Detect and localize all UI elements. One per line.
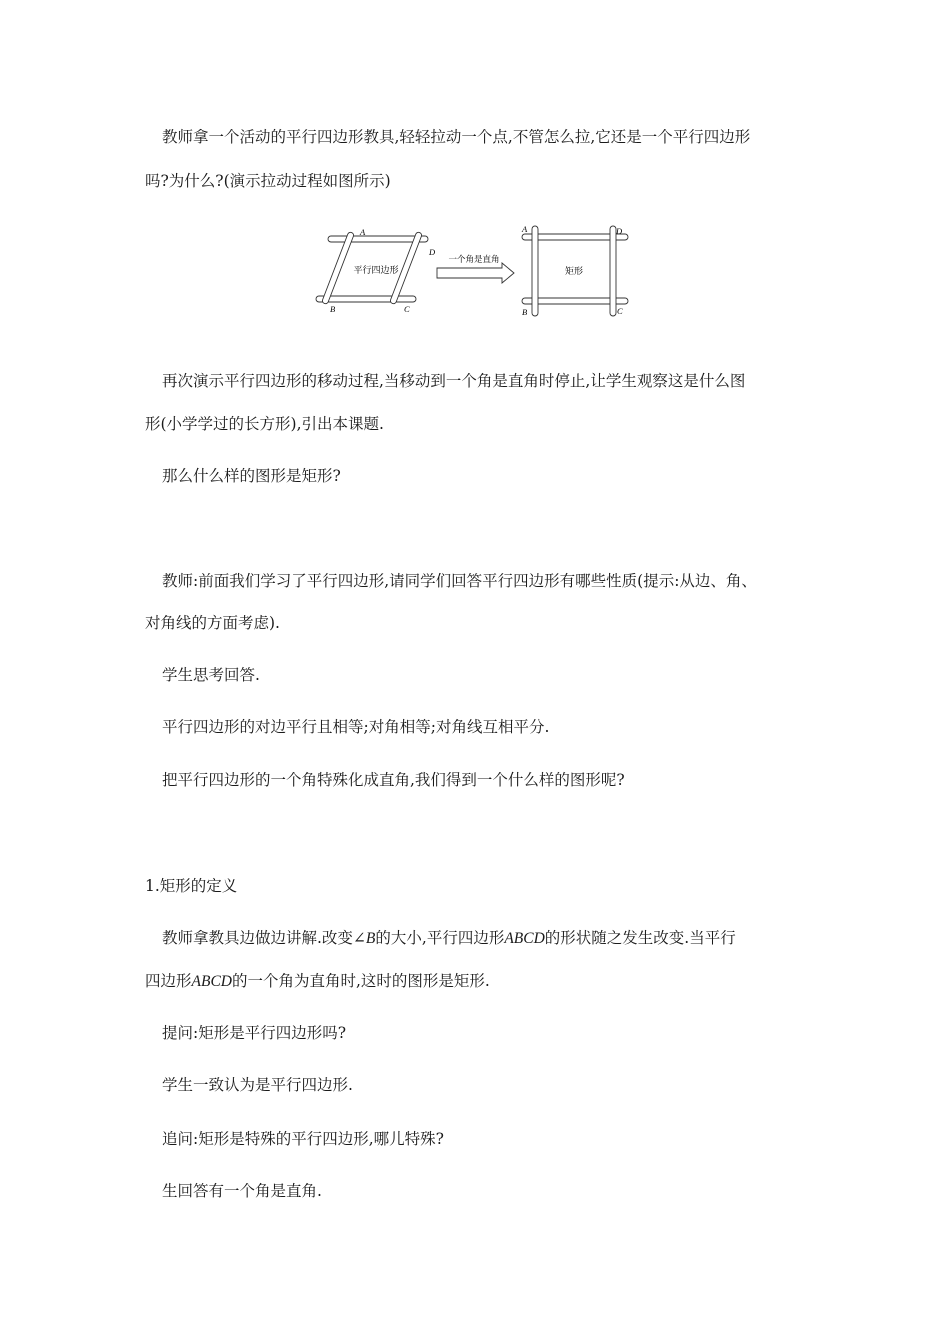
paragraph-5: 学生思考回答. <box>162 666 260 684</box>
right-arrow-icon <box>437 263 514 283</box>
paragraph-3: 那么什么样的图形是矩形? <box>162 467 341 485</box>
parallelogram-to-rectangle-figure <box>310 222 640 322</box>
rectangle-vertex-b: B <box>522 307 528 317</box>
rectangle-vertex-d: D <box>616 226 623 236</box>
paragraph-1-line-2: 吗?为什么?(演示拉动过程如图所示) <box>145 172 391 190</box>
paragraph-12: 生回答有一个角是直角. <box>162 1182 322 1200</box>
rectangle-vertex-c: C <box>617 306 623 316</box>
paragraph-1-line-1: 教师拿一个活动的平行四边形教具,轻轻拉动一个点,不管怎么拉,它还是一个平行四边形 <box>162 128 751 146</box>
paragraph-8-line-1 <box>162 929 832 948</box>
rectangle-left-bar <box>532 226 538 316</box>
text-span: 四边形 <box>145 972 192 990</box>
math-abcd: ABCD <box>191 973 232 990</box>
paragraph-4-line-1: 教师:前面我们学习了平行四边形,请同学们回答平行四边形有哪些性质(提示:从边、角、 <box>162 572 757 590</box>
parallelogram-vertex-d: D <box>429 247 436 257</box>
parallelogram-label: 平行四边形 <box>353 265 399 275</box>
parallelogram-bottom-bar <box>316 296 416 302</box>
paragraph-8-line-2 <box>145 972 815 991</box>
parallelogram-vertex-a: A <box>360 227 366 237</box>
parallelogram-vertex-c: C <box>404 304 410 314</box>
rectangle-vertex-a: A <box>522 224 528 234</box>
math-abcd: ABCD <box>504 930 545 947</box>
text-span: 教师拿教具边做边讲解.改变∠ <box>162 929 366 947</box>
rectangle-label: 矩形 <box>564 266 584 276</box>
paragraph-2-line-2: 形(小学学过的长方形),引出本课题. <box>145 415 384 433</box>
paragraph-6: 平行四边形的对边平行且相等;对角相等;对角线互相平分. <box>162 718 550 736</box>
paragraph-9: 提问:矩形是平行四边形吗? <box>162 1024 347 1042</box>
paragraph-7: 把平行四边形的一个角特殊化成直角,我们得到一个什么样的图形呢? <box>162 771 625 789</box>
rectangle-right-bar <box>610 226 616 316</box>
parallelogram-vertex-b: B <box>330 304 336 314</box>
text-span: 的一个角为直角时,这时的图形是矩形. <box>231 972 490 990</box>
paragraph-11: 追问:矩形是特殊的平行四边形,哪儿特殊? <box>162 1130 444 1148</box>
section-heading: 1.矩形的定义 <box>145 877 238 895</box>
paragraph-4-line-2: 对角线的方面考虑). <box>145 614 280 632</box>
math-angle-b: B <box>365 930 376 947</box>
arrow-label: 一个角是直角 <box>448 254 500 264</box>
text-span: 的形状随之发生改变.当平行 <box>544 929 736 947</box>
paragraph-2-line-1: 再次演示平行四边形的移动过程,当移动到一个角是直角时停止,让学生观察这是什么图 <box>162 372 746 390</box>
paragraph-10: 学生一致认为是平行四边形. <box>162 1076 353 1094</box>
text-span: 的大小,平行四边形 <box>375 929 505 947</box>
